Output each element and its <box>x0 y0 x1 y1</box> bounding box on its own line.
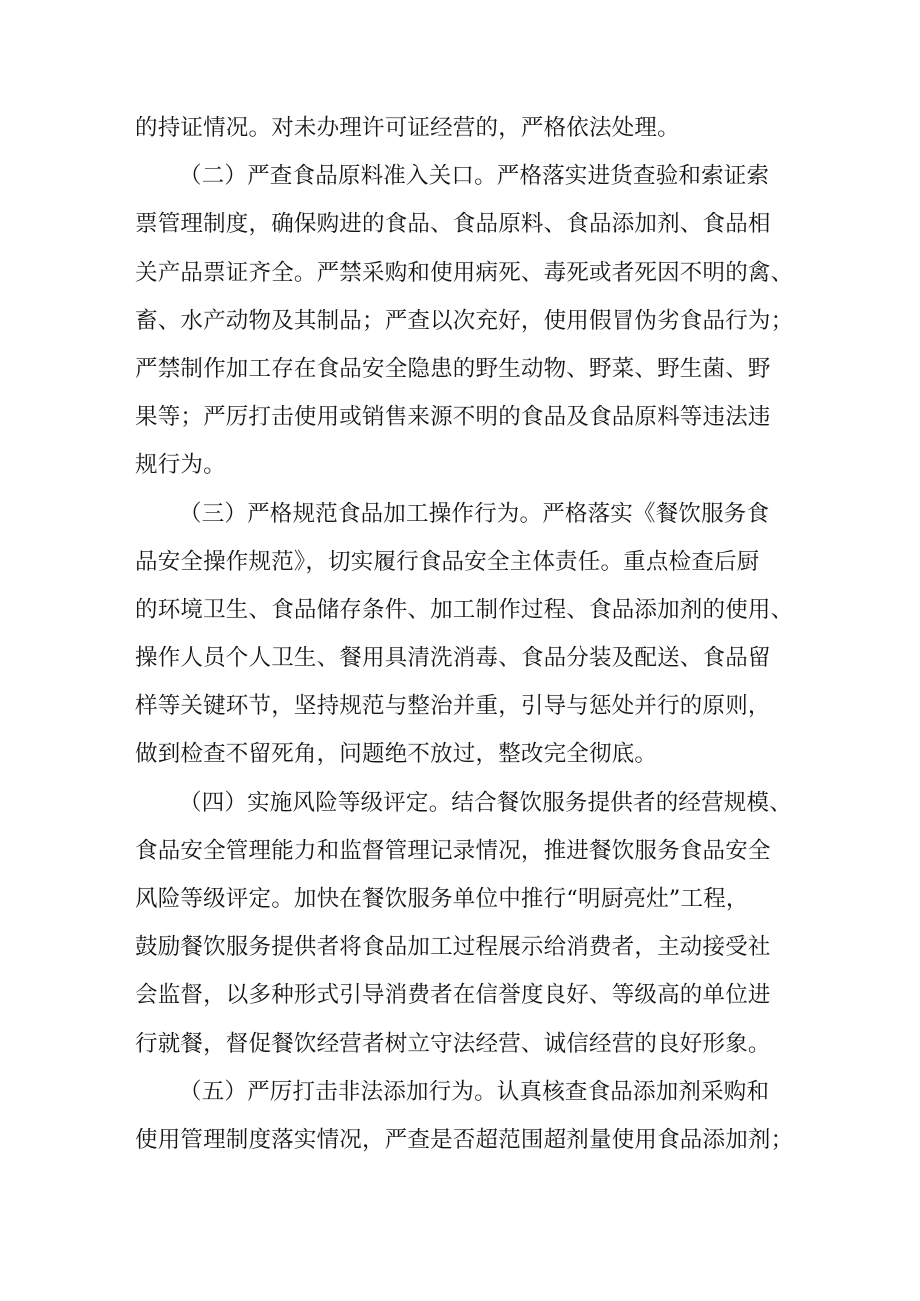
text-line-22: 使用管理制度落实情况，严查是否超范围超剂量使用食品添加剂； <box>135 1126 794 1153</box>
text-line-11: 的环境卫生、食品储存条件、加工制作过程、食品添加剂的使用、 <box>135 596 794 623</box>
text-line-13: 样等关键环节，坚持规范与整治并重，引导与惩处并行的原则， <box>135 693 771 720</box>
text-line-18: 鼓励餐饮服务提供者将食品加工过程展示给消费者，主动接受社 <box>135 934 771 961</box>
text-line-8: 规行为。 <box>135 452 226 479</box>
paragraph-5-heading-line: （五）严厉打击非法添加行为。认真核查食品添加剂采购和 <box>179 1078 770 1105</box>
paragraph-3-heading-line: （三）严格规范食品加工操作行为。严格落实《餐饮服务食 <box>179 500 770 527</box>
paragraph-2-heading-line: （二）严查食品原料准入关口。严格落实进货查验和索证索 <box>179 163 770 190</box>
text-line-1: 的持证情况。对未办理许可证经营的，严格依法处理。 <box>135 115 680 141</box>
text-line-17: 风险等级评定。加快在餐饮服务单位中推行“明厨亮灶”工程， <box>135 886 749 912</box>
text-line-16: 食品安全管理能力和监督管理记录情况，推进餐饮服务食品安全 <box>135 837 771 864</box>
text-line-7: 果等；严厉打击使用或销售来源不明的食品及食品原料等违法违 <box>135 404 771 431</box>
text-line-20: 行就餐，督促餐饮经营者树立守法经营、诚信经营的良好形象。 <box>135 1030 771 1057</box>
text-line-4: 关产品票证齐全。严禁采购和使用病死、毒死或者死因不明的禽、 <box>135 259 794 286</box>
text-line-12: 操作人员个人卫生、餐用具清洗消毒、食品分装及配送、食品留 <box>135 645 771 672</box>
text-line-14: 做到检查不留死角，问题绝不放过，整改完全彻底。 <box>135 741 658 768</box>
text-line-5: 畜、水产动物及其制品；严查以次充好，使用假冒伪劣食品行为； <box>135 307 794 334</box>
text-line-6: 严禁制作加工存在食品安全隐患的野生动物、野菜、野生菌、野 <box>135 355 771 382</box>
text-line-19: 会监督，以多种形式引导消费者在信誉度良好、等级高的单位进 <box>135 982 771 1009</box>
document-body <box>135 104 795 1164</box>
paragraph-4-heading-line: （四）实施风险等级评定。结合餐饮服务提供者的经营规模、 <box>179 789 792 816</box>
text-line-10: 品安全操作规范》，切实履行食品安全主体责任。重点检查后厨 <box>135 548 760 575</box>
text-line-3: 票管理制度，确保购进的食品、食品原料、食品添加剂、食品相 <box>135 211 771 238</box>
